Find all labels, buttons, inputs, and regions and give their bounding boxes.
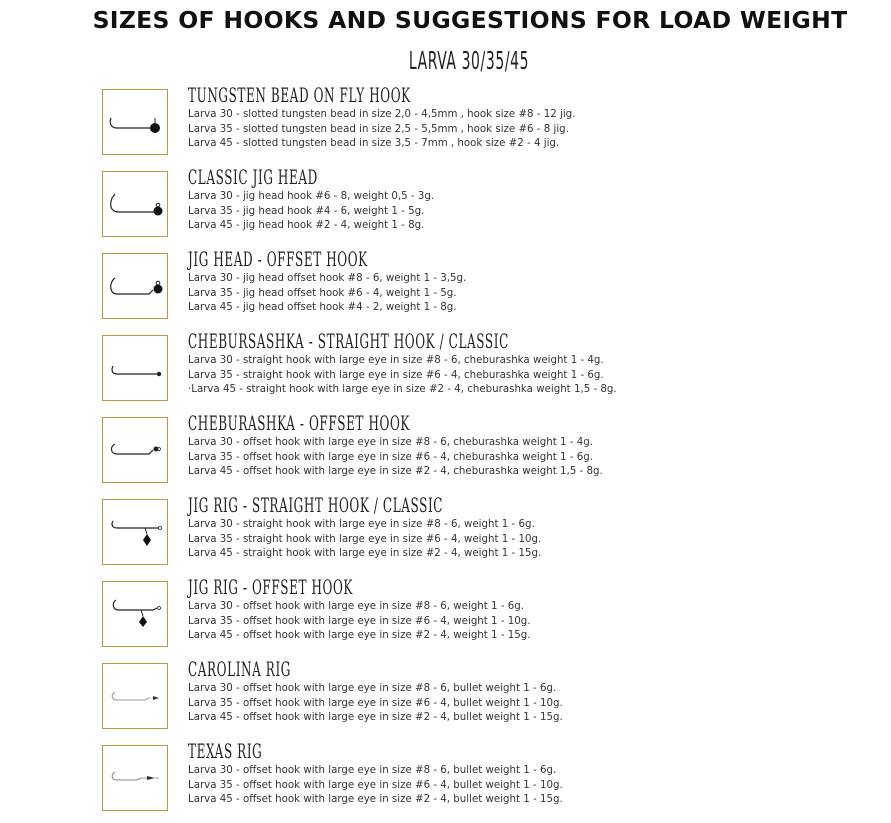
hook-spec-line: Larva 30 - jig head offset hook #8 - 6, weight 1 - 3,5g.	[188, 271, 467, 284]
page-subtitle: LARVA 30/35/45	[408, 46, 530, 75]
hook-spec-line: Larva 35 - slotted tungsten bead in size 2,5 - 5,5mm , hook size #6 - 8 jig.	[188, 121, 569, 135]
hook-item	[102, 493, 862, 569]
hook-spec-line: Larva 30 - offset hook with large eye in size #8 - 6, cheburashka weight 1 - 4g.	[188, 435, 593, 448]
hook-item	[102, 83, 862, 159]
hook-item	[102, 165, 862, 241]
hook-spec-line: ·Larva 45 - straight hook with large eye in size #2 - 4, cheburashka weight 1,5 - 8g.	[188, 382, 617, 396]
hook-spec-line: Larva 35 - jig head hook #4 - 6, weight 1 - 5g.	[188, 203, 425, 217]
hook-item-title: JIG RIG - OFFSET HOOK	[188, 575, 353, 599]
hook-spec-line: Larva 45 - offset hook with large eye in size #2 - 4, bullet weight 1 - 15g.	[188, 710, 563, 724]
hook-spec-line: Larva 30 - slotted tungsten bead in size 2,0 - 4,5mm , hook size #8 - 12 jig.	[188, 107, 576, 120]
hook-item-title: CLASSIC JIG HEAD	[188, 165, 318, 189]
fly-hook-tungsten-bead-icon	[103, 90, 169, 156]
hook-spec-line: Larva 35 - offset hook with large eye in size #6 - 4, bullet weight 1 - 10g.	[188, 777, 563, 791]
hook-item-title: CHEBURASHKA - OFFSET HOOK	[188, 411, 410, 435]
hook-spec-line: Larva 35 - straight hook with large eye in size #6 - 4, cheburashka weight 1 - 6g.	[188, 367, 604, 381]
jig-head-offset-hook-icon	[103, 254, 169, 320]
cheburashka-offset-hook-icon	[103, 418, 169, 484]
texas-rig-icon	[103, 746, 169, 812]
carolina-rig-icon	[103, 664, 169, 730]
hook-item	[102, 329, 862, 405]
hook-thumbnail	[102, 663, 168, 729]
hook-spec-line: Larva 35 - offset hook with large eye in size #6 - 4, weight 1 - 10g.	[188, 613, 531, 627]
jig-rig-offset-hook-icon	[103, 582, 169, 648]
hook-spec-line: Larva 45 - offset hook with large eye in size #2 - 4, cheburashka weight 1,5 - 8g.	[188, 464, 603, 478]
hook-item-title: CHEBURSASHKA - STRAIGHT HOOK / CLASSIC	[188, 329, 509, 353]
hook-item	[102, 575, 862, 651]
hook-thumbnail	[102, 89, 168, 155]
hook-item	[102, 247, 862, 323]
hook-thumbnail	[102, 335, 168, 401]
hook-thumbnail	[102, 745, 168, 811]
hook-item	[102, 657, 862, 733]
hook-item-title: JIG HEAD - OFFSET HOOK	[188, 247, 368, 271]
hook-spec-line: Larva 35 - jig head offset hook #6 - 4, weight 1 - 5g.	[188, 285, 457, 299]
hook-thumbnail	[102, 499, 168, 565]
hook-thumbnail	[102, 253, 168, 319]
hook-spec-line: Larva 35 - straight hook with large eye in size #6 - 4, weight 1 - 10g.	[188, 531, 542, 545]
hook-item	[102, 739, 862, 815]
hook-spec-line: Larva 45 - slotted tungsten bead in size 3,5 - 7mm , hook size #2 - 4 jig.	[188, 136, 560, 150]
jig-rig-straight-hook-icon	[103, 500, 169, 566]
hook-thumbnail	[102, 581, 168, 647]
hook-spec-line: Larva 30 - offset hook with large eye in size #8 - 6, weight 1 - 6g.	[188, 599, 525, 612]
hook-item-title: JIG RIG - STRAIGHT HOOK / CLASSIC	[188, 493, 444, 517]
hook-thumbnail	[102, 171, 168, 237]
hook-spec-line: Larva 30 - straight hook with large eye in size #8 - 6, weight 1 - 6g.	[188, 517, 535, 530]
hook-spec-line: Larva 30 - jig head hook #6 - 8, weight 0,5 - 3g.	[188, 189, 435, 202]
hook-spec-line: Larva 35 - offset hook with large eye in size #6 - 4, bullet weight 1 - 10g.	[188, 695, 563, 709]
hook-thumbnail	[102, 417, 168, 483]
hook-spec-line: Larva 45 - straight hook with large eye in size #2 - 4, weight 1 - 15g.	[188, 546, 542, 560]
hook-spec-line: Larva 30 - offset hook with large eye in size #8 - 6, bullet weight 1 - 6g.	[188, 681, 557, 694]
page-title: SIZES OF HOOKS AND SUGGESTIONS FOR LOAD WEIGHT	[92, 6, 848, 34]
hook-spec-line: Larva 30 - straight hook with large eye in size #8 - 6, cheburashka weight 1 - 4g.	[188, 353, 604, 366]
hook-item-title: TUNGSTEN BEAD ON FLY HOOK	[188, 83, 411, 107]
hook-spec-line: Larva 45 - jig head offset hook #4 - 2, weight 1 - 8g.	[188, 300, 457, 314]
classic-jig-head-icon	[103, 172, 169, 238]
cheburashka-straight-hook-icon	[103, 336, 169, 402]
hook-item	[102, 411, 862, 487]
hook-item-title: TEXAS RIG	[188, 739, 263, 763]
hook-spec-line: Larva 45 - offset hook with large eye in size #2 - 4, weight 1 - 15g.	[188, 628, 531, 642]
hook-spec-line: Larva 45 - jig head hook #2 - 4, weight 1 - 8g.	[188, 218, 425, 232]
hook-item-title: CAROLINA RIG	[188, 657, 291, 681]
hook-spec-line: Larva 30 - offset hook with large eye in size #8 - 6, bullet weight 1 - 6g.	[188, 763, 557, 776]
hook-spec-line: Larva 35 - offset hook with large eye in size #6 - 4, cheburashka weight 1 - 6g.	[188, 449, 593, 463]
hook-spec-line: Larva 45 - offset hook with large eye in size #2 - 4, bullet weight 1 - 15g.	[188, 792, 563, 806]
